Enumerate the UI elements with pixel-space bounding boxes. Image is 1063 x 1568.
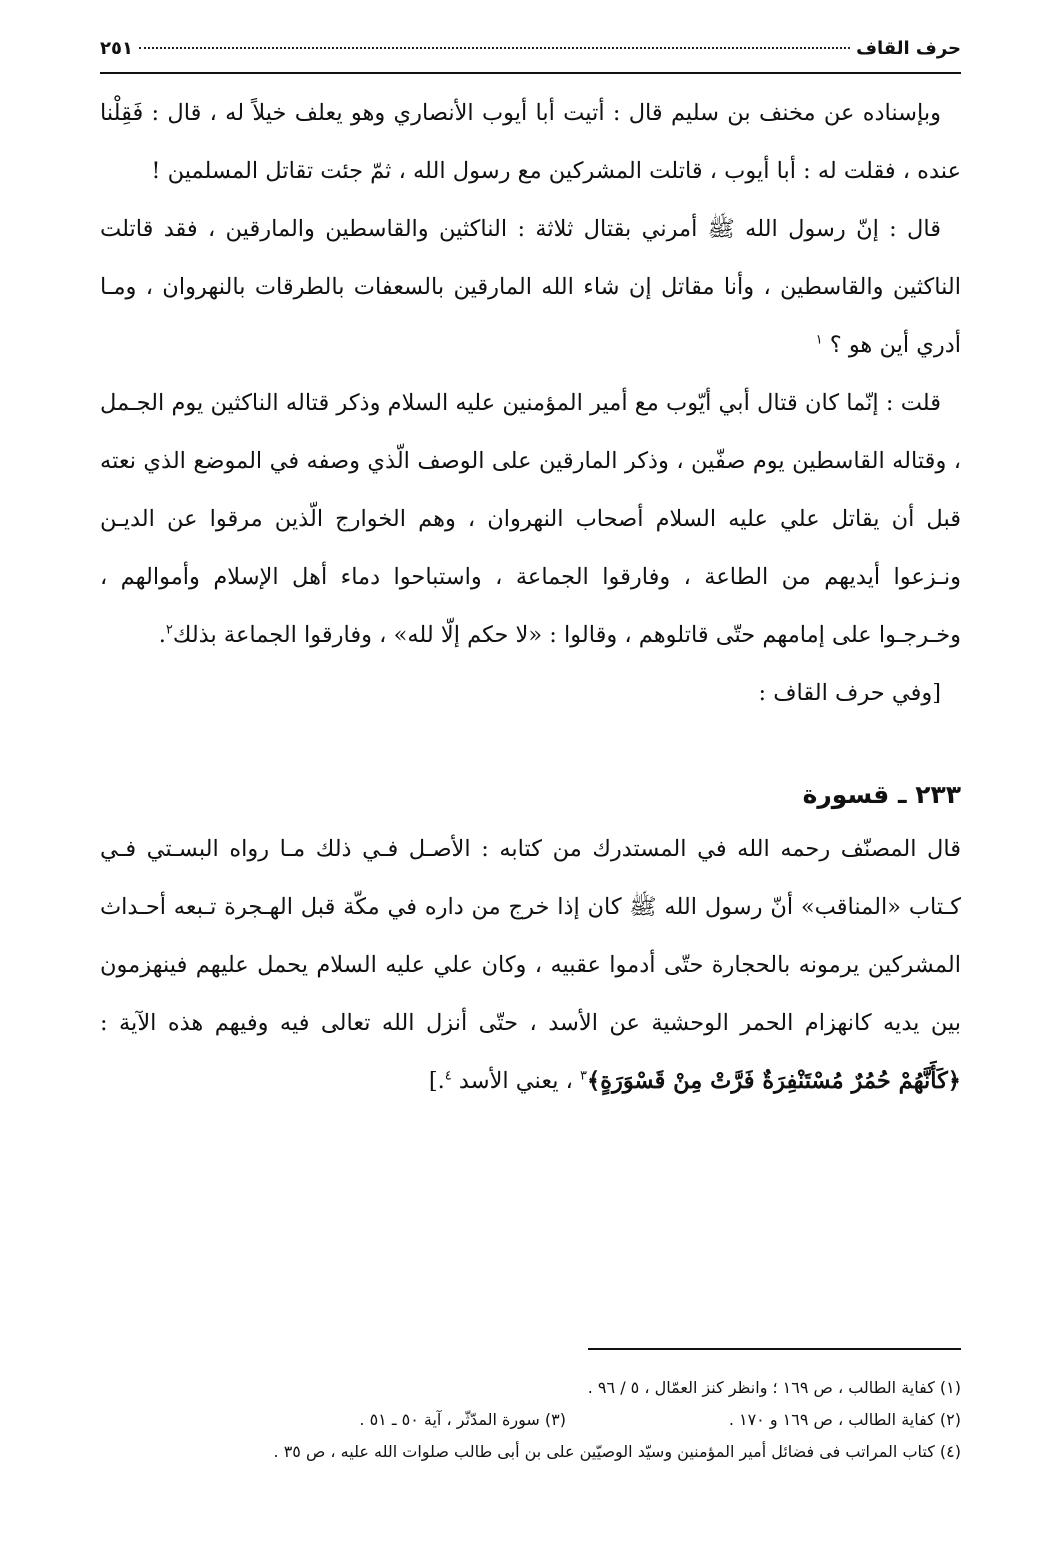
footnote-ref-3[interactable]: ٣ [580, 1068, 588, 1084]
footnote-ref-2[interactable]: ٢ [165, 622, 173, 638]
entry-text-b: ، يعني الأسد [458, 1068, 573, 1094]
footnote-row-2-3 [100, 1404, 961, 1436]
paragraph-2 [100, 200, 961, 374]
footnote-4: (٤) كتاب المراتب فى فضائل أمير المؤمنين وسيّد الوصيّين على بن أبى طالب صلوات الله عليه ، ص ٣٥ . [273, 1442, 961, 1461]
footnote-2: (٢) كفاية الطالب ، ص ١٦٩ و ١٧٠ . [728, 1410, 961, 1429]
section-title: حرف القاف [856, 38, 961, 59]
header-dot-leader [139, 47, 850, 49]
footnote-separator-rule [588, 1348, 961, 1350]
footnote-rule-wrap [100, 1348, 961, 1350]
paragraph-2-text: قال : إنّ رسول الله ﷺ أمرني بقتال ثلاثة : الناكثين والقاسطين والمارقين ، فقد قاتلت الناكثين والقاسطين ، وأنا مقاتل إن شاء الله المارقين بالسعفات بالطرقات بالنهروان ، ومـا أدري أين هو ؟ [100, 216, 961, 358]
footnotes-section [100, 1348, 961, 1468]
paragraph-3: قلت : إنّما كان قتال أبي أيّوب مع أمير المؤمنين عليه السلام وذكر قتاله الناكثين يوم الجـمل ، وقتاله القاسطين يوم صفّين ، وذكر المارقين على الوصف الّذي وصفه في الموضع الذي نعته قبل أن يقاتل علي عليه السلام أصحاب النهروان ، وهم الخوارج الّذين مرقوا عن الديـن ونـزعوا أيديهم من الطاعة ، وفارقوا الجماعة ، واستباحوا دماء أهل الإسلام وأموالهم ، وخـرجـوا على إمامهم حتّى قاتلوهم ، وقالوا : «لا حكم إلّا لله» ، وفارقوا الجماعة بذلك$^٢$. [100, 390, 961, 648]
paragraph-3-text: قلت : إنّما كان قتال أبي أيّوب مع أمير المؤمنين عليه السلام وذكر قتاله الناكثين يوم الجـمل ، وقتاله القاسطين يوم صفّين ، وذكر المارقين على الوصف الّذي وصفه في الموضع الذي نعته قبل أن يقاتل علي عليه السلام أصحاب النهروان ، وهم الخوارج الّذين مرقوا عن الديـن ونـزعوا أيديهم من الطاعة ، وفارقوا الجماعة ، واستباحوا دماء أهل الإسلام وأموالهم ، وخـرجـوا على إمامهم حتّى قاتلوهم ، وقالوا : «لا حكم إلّا لله» ، وفارقوا الجماعة بذلك [100, 390, 961, 648]
entry-text-end: .] [428, 1068, 445, 1094]
footnote-ref-4[interactable]: ٤ [444, 1068, 452, 1084]
footnote-ref-1[interactable]: ١ [815, 332, 823, 348]
footnote-3: (٣) سورة المدّثّر ، آية ٥٠ ـ ٥١ . [359, 1410, 566, 1429]
paragraph-1: وبإسناده عن مخنف بن سليم قال : أتيت أبا أيوب الأنصاري وهو يعلف خيلاً له ، قال : فَقِلْنا عنده ، فقلت له : أبا أيوب ، قاتلت المشركين مع رسول الله ، ثمّ جئت تقاتل المسلمين ! [100, 100, 961, 184]
entry-text-a: قال المصنّف رحمه الله في المستدرك من كتابه : الأصـل فـي ذلك مـا رواه البسـتي فـي كـتاب «المناقب» أنّ رسول الله ﷺ كان إذا خرج من داره في مكّة قبل الهـجرة تـبعه أحـداث المشركين يرمونه بالحجارة حتّى أدموا عقبيه ، وكان علي عليه السلام يحمل عليهم فينهزمون بين يديه كانهزام الحمر الوحشية عن الأسد ، حتّى أنزل الله تعالى فيه وفيهم هذه الآية : [100, 836, 961, 1036]
entry-heading: ٢٣٣ ـ قسورة [802, 780, 961, 809]
footnotes-list [100, 1372, 961, 1468]
book-page [100, 38, 961, 1548]
page-number: ٢٥١ [100, 38, 133, 59]
footnote-1: (١) كفاية الطالب ، ص ١٦٩ ؛ وانظر كنز العمّال ، ٥ / ٩٦ . [587, 1378, 961, 1397]
running-header [100, 38, 961, 74]
paragraph-4: [وفي حرف القاف : [758, 680, 941, 706]
main-text [100, 84, 961, 1110]
entry-paragraph [100, 820, 961, 1110]
quran-verse: ﴿كَأَنَّهُمْ حُمُرٌ مُسْتَنْفِرَةٌ فَرَّتْ مِنْ قَسْوَرَةٍ﴾ [587, 1068, 961, 1094]
